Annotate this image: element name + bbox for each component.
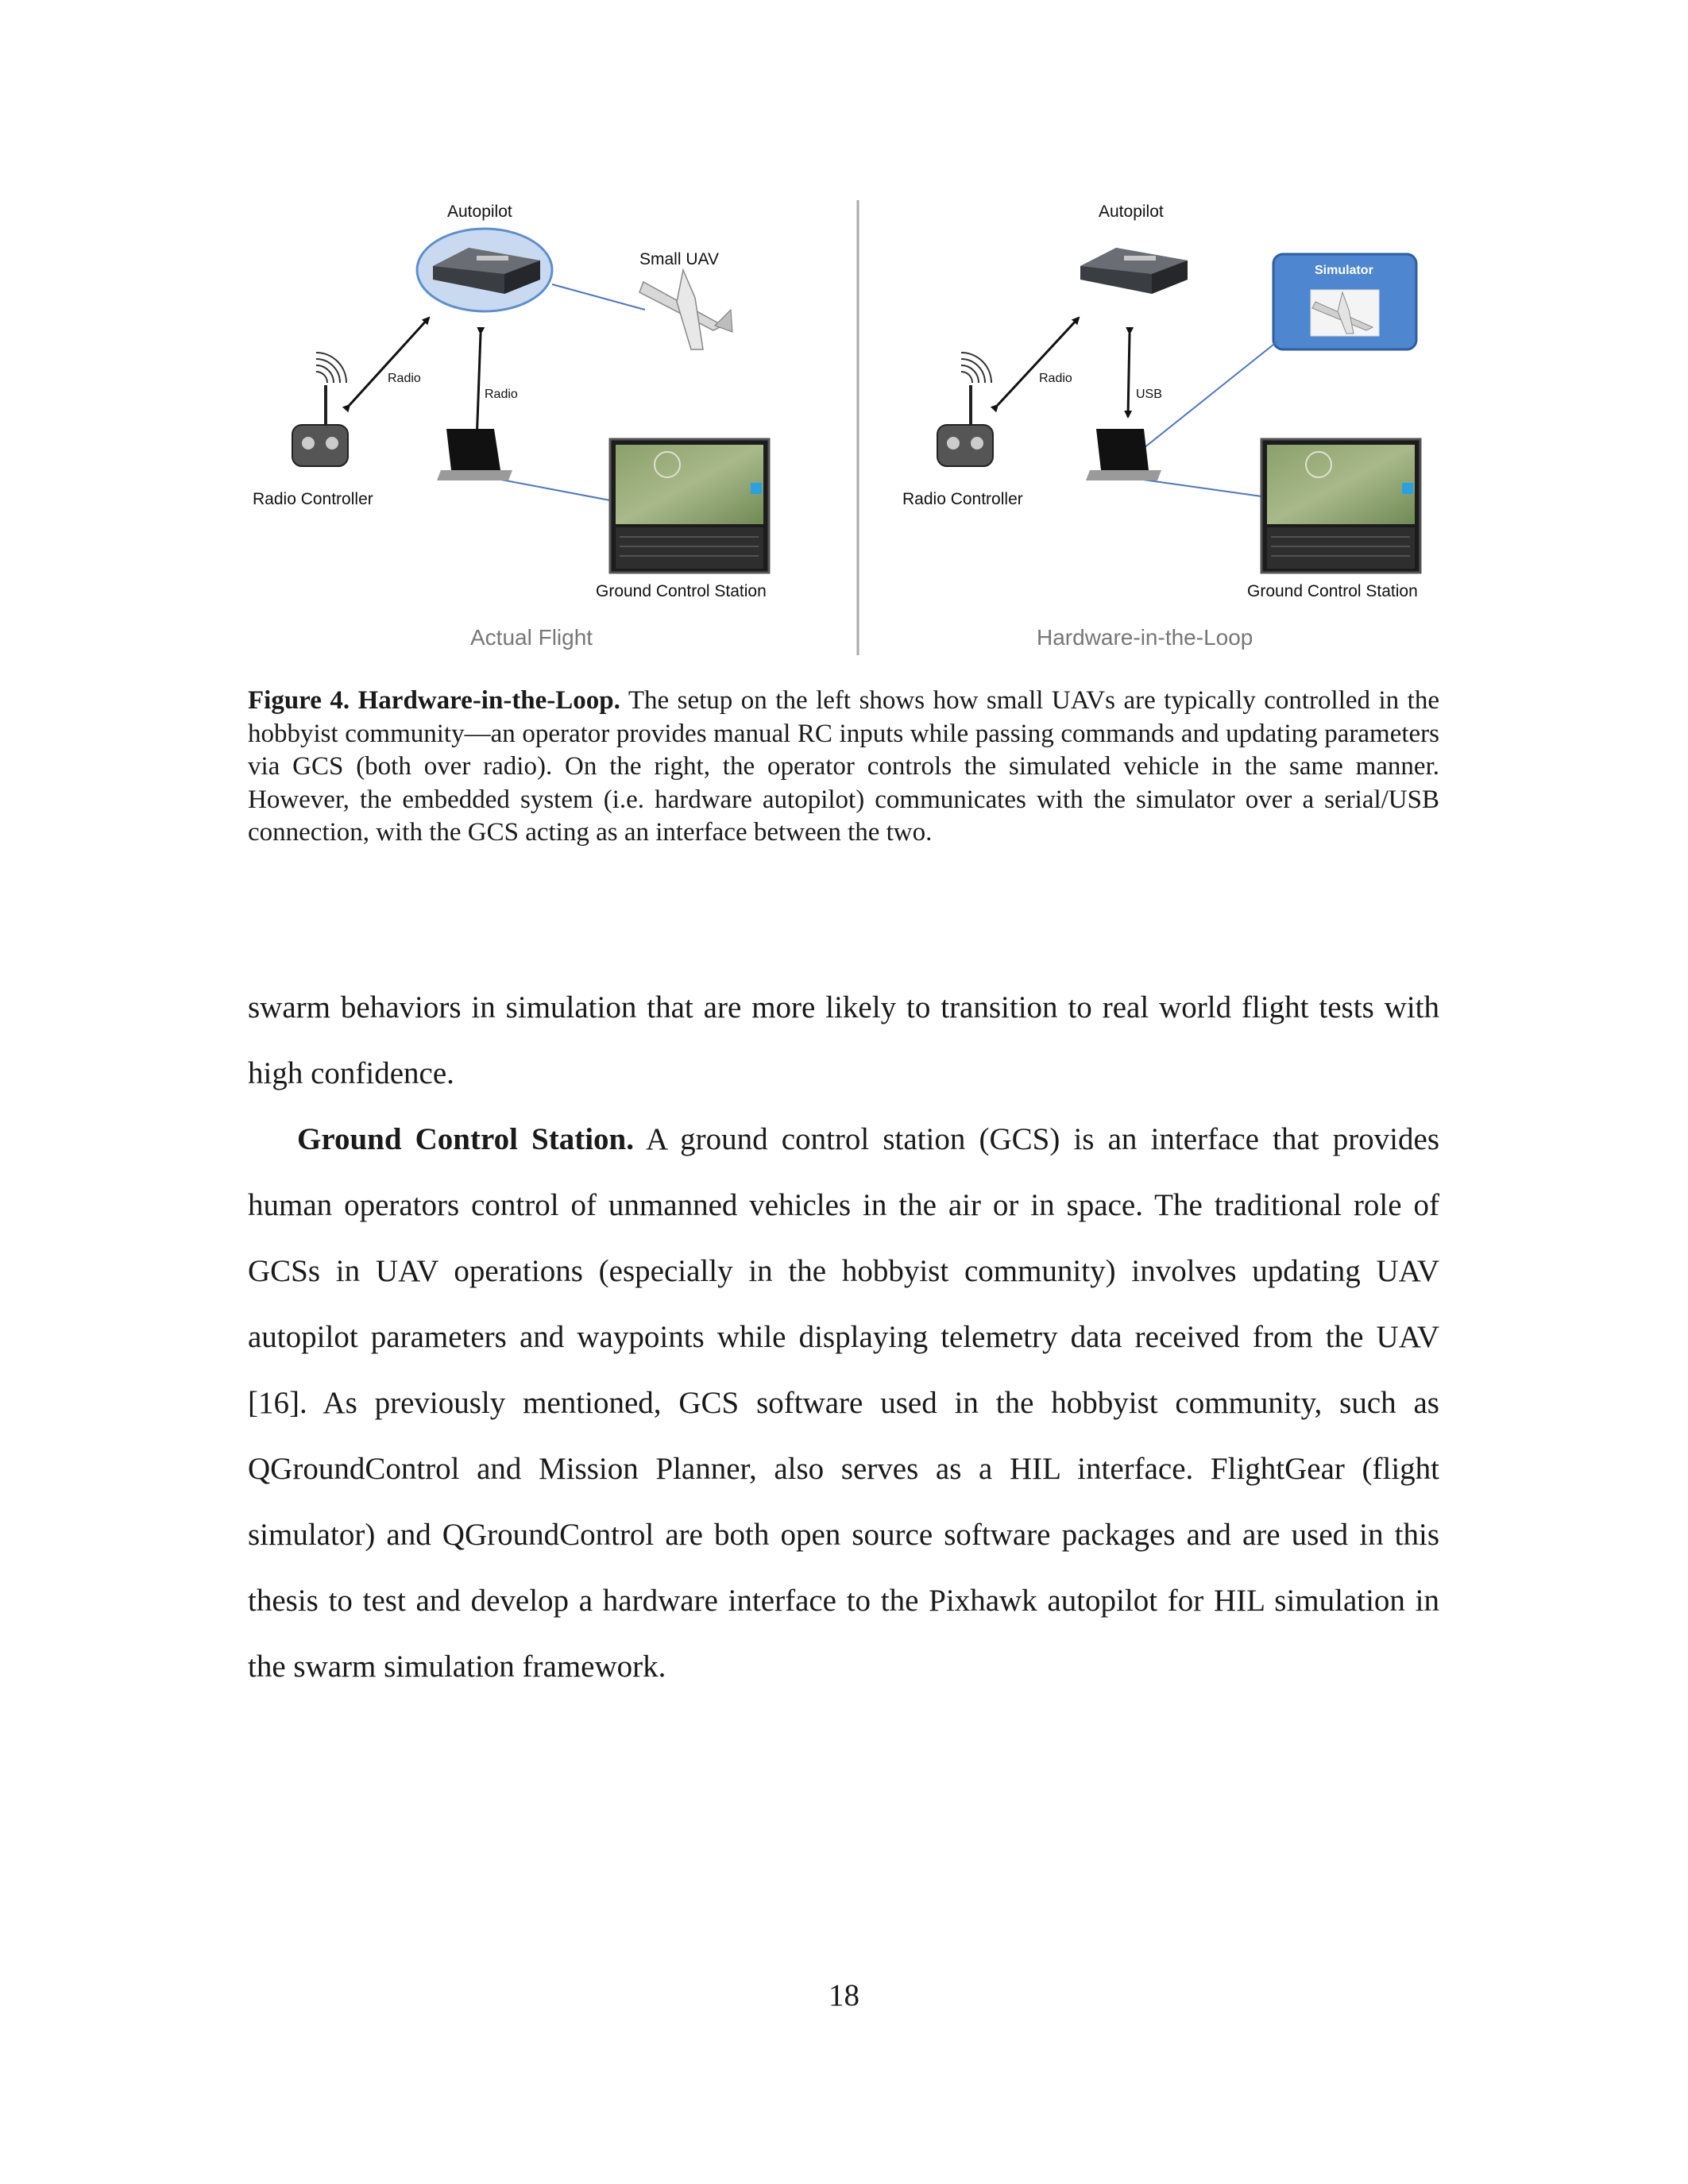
autopilot-uav-link [552, 284, 645, 310]
simulator-uav-icon [1311, 290, 1379, 336]
caption-heading: Figure 4. Hardware-in-the-Loop. [248, 686, 620, 715]
figure-caption [248, 685, 1439, 850]
paragraph-text: A ground control station (GCS) is an interface that provides human operators control of unmanned vehicles in the air or in space. The traditional role of GCSs in UAV operations (especially in the hobbyist community) involves updating UAV autopilot parameters and waypoints while displaying telemetry data received from the UAV [16]. As previously mentioned, GCS software used in the hobbyist community, such as QGroundControl and Mission Planner, also serves as a HIL interface. FlightGear (flight simulator) and QGroundControl are both open source software packages and are used in this thesis to test and develop a hardware interface to the Pixhawk autopilot for HIL simulation in the swarm simulation framework. [248, 1122, 1440, 1684]
rc-autopilot-radio-arrow [350, 318, 429, 405]
usb-label: USB [1136, 388, 1162, 401]
autopilot-label: Autopilot [447, 203, 512, 221]
radio-controller-label: Radio Controller [253, 490, 373, 508]
rc-autopilot-radio-arrow-hil [998, 318, 1079, 405]
laptop-autopilot-radio-arrow [477, 334, 481, 443]
small-uav-label: Small UAV [639, 250, 719, 268]
laptop-gcs-link-hil [1132, 478, 1261, 496]
autopilot-device-icon-hil [1080, 248, 1188, 294]
laptop-autopilot-usb-arrow [1128, 334, 1130, 417]
page-number: 18 [829, 1978, 859, 2012]
simulator-label: Simulator [1315, 264, 1373, 277]
radio-waves-icon [316, 353, 346, 383]
radio-controller-icon-hil [937, 385, 993, 466]
gcs-label: Ground Control Station [596, 582, 767, 600]
radio-controller-label-hil: Radio Controller [902, 490, 1023, 508]
gcs-label-hil: Ground Control Station [1247, 582, 1418, 600]
caption-text: The setup on the left shows how small UAVs are typically controlled in the hobbyist community—an operator provides manual RC inputs while passing commands and updating parameters via GCS (both over radio). On the right, the operator controls the simulated vehicle in the same manner. However, the embedded system (i.e. hardware autopilot) communicates with the simulator over a serial/USB connection, with the GCS acting as an interface between the two. [248, 686, 1439, 847]
autopilot-label-hil: Autopilot [1099, 203, 1164, 221]
paragraph-continuation: swarm behaviors in simulation that are more likely to transition to real world flight tests with high confidence. [248, 990, 1439, 1090]
radio-label-laptop: Radio [485, 388, 518, 401]
small-uav-icon [639, 270, 732, 349]
laptop-icon-hil [1086, 429, 1161, 480]
body-text [248, 974, 1439, 1700]
radio-waves-icon-hil [961, 353, 991, 383]
panel-title-hil: Hardware-in-the-Loop [1037, 625, 1253, 650]
paragraph-heading: Ground Control Station. [297, 1122, 635, 1156]
gcs-screen-icon [610, 439, 769, 573]
laptop-icon [437, 429, 512, 480]
figure-hardware-in-the-loop [238, 191, 1446, 667]
radio-controller-icon [292, 385, 348, 466]
paragraph-ground-control-station [248, 1106, 1439, 1700]
radio-label-hil: Radio [1039, 372, 1072, 385]
radio-label-rc: Radio [388, 372, 421, 385]
panel-title-actual-flight: Actual Flight [470, 625, 593, 650]
gcs-screen-icon-hil [1261, 439, 1420, 573]
